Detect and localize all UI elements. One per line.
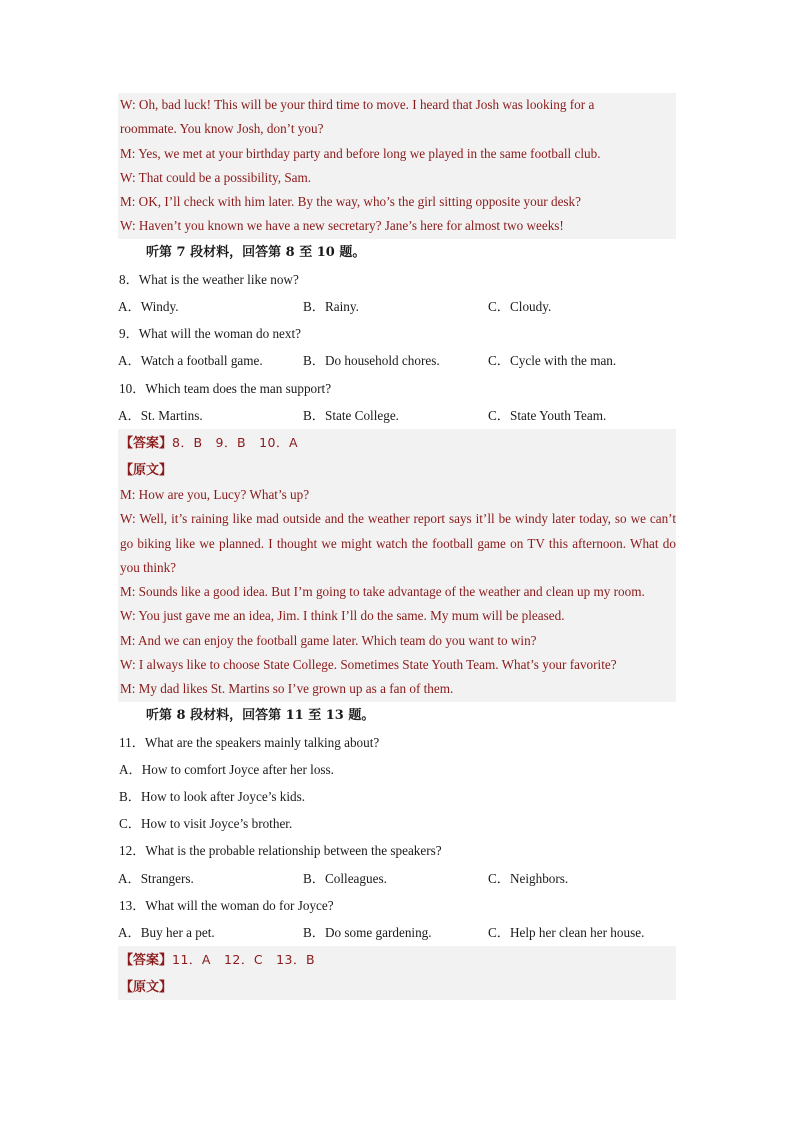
transcript-line: M: How are you, Lucy? What’s up?: [120, 486, 310, 502]
transcript-line: M: My dad likes St. Martins so I’ve grown up as a fan of them.: [120, 681, 454, 697]
question-8: 8．What is the weather like now?: [119, 271, 299, 287]
option-a: A．St. Martins.: [118, 407, 203, 423]
transcript-tag: 【原文】: [120, 462, 173, 478]
transcript-tag: 【原文】: [120, 980, 173, 996]
question-9-options: [118, 347, 676, 374]
transcript-line: M: Sounds like a good idea. But I’m going to take advantage of the weather and clean up my room.: [120, 584, 645, 600]
question-12: 12．What is the probable relationship between the speakers?: [119, 843, 442, 859]
answer-tag: 【答案】: [120, 953, 173, 969]
option-a: A．Strangers.: [118, 870, 194, 886]
transcript-line: W: I always like to choose State College. Sometimes State Youth Team. What’s your favorite?: [120, 656, 617, 672]
answer-tag: 【答案】: [120, 435, 173, 451]
question-12-options: [118, 865, 676, 892]
transcript-line: W: Haven’t you known we have a new secretary? Jane’s here for almost two weeks!: [120, 218, 564, 234]
answer-line: [118, 429, 676, 456]
transcript-line: roommate. You know Josh, don’t you?: [120, 121, 324, 137]
document-page: [118, 93, 676, 1000]
question-9: 9．What will the woman do next?: [119, 326, 302, 342]
transcript-line: W: That could be a possibility, Sam.: [120, 169, 312, 185]
question-11-option-b: B．How to look after Joyce’s kids.: [119, 788, 306, 804]
answer-line: [118, 946, 676, 973]
option-c: C．Cloudy.: [488, 298, 552, 314]
option-b: B．Do some gardening.: [303, 924, 432, 940]
answer-value: 11．A 12．C 13．B: [172, 952, 316, 968]
option-b: B．Colleagues.: [303, 870, 387, 886]
option-a: A．Windy.: [118, 298, 179, 314]
option-a: A．Watch a football game.: [118, 353, 263, 369]
option-b: B．Rainy.: [303, 298, 359, 314]
section-8-heading: 听第 8 段材料，回答第 11 至 13 题。: [146, 707, 375, 723]
question-10-options: [118, 402, 676, 429]
answer-block-8: [118, 946, 676, 1000]
transcript-line: W: You just gave me an idea, Jim. I think I’ll do the same. My mum will be pleased.: [120, 608, 565, 624]
transcript-line: W: Oh, bad luck! This will be your third time to move. I heard that Josh was looking for a: [120, 97, 595, 112]
question-11-option-c: C．How to visit Joyce’s brother.: [119, 816, 293, 832]
question-8-options: [118, 293, 676, 320]
option-c: C．Help her clean her house.: [488, 924, 645, 940]
option-b: B．State College.: [303, 407, 399, 423]
transcript-tag-line: [118, 456, 676, 483]
transcript-block-prev: [118, 93, 676, 239]
question-11-option-a: A．How to comfort Joyce after her loss.: [119, 761, 334, 777]
answer-value: 8．B 9．B 10．A: [172, 434, 299, 450]
question-11: 11．What are the speakers mainly talking about?: [119, 734, 380, 750]
option-c: C．State Youth Team.: [488, 407, 607, 423]
option-a: A．Buy her a pet.: [118, 924, 215, 940]
transcript-tag-line: [118, 973, 676, 1000]
option-c: C．Neighbors.: [488, 870, 569, 886]
section-7-heading: 听第 7 段材料，回答第 8 至 10 题。: [146, 244, 366, 260]
transcript-line: M: Yes, we met at your birthday party and before long we played in the same football club.: [120, 145, 601, 161]
answer-block-7: [118, 429, 676, 702]
option-c: C．Cycle with the man.: [488, 353, 617, 369]
transcript-line: M: OK, I’ll check with him later. By the way, who’s the girl sitting opposite your desk?: [120, 194, 582, 210]
question-13-options: [118, 919, 676, 946]
question-10: 10．Which team does the man support?: [119, 380, 332, 396]
option-b: B．Do household chores.: [303, 353, 440, 369]
transcript-line: W: Well, it’s raining like mad outside and the weather report says it’ll be windy later today, so we can’t go biking like we planned. I thought we might watch the football game on TV this afternoon. What do you think?: [120, 511, 676, 575]
question-13: 13．What will the woman do for Joyce?: [119, 897, 334, 913]
transcript-line: M: And we can enjoy the football game later. Which team do you want to win?: [120, 632, 537, 648]
